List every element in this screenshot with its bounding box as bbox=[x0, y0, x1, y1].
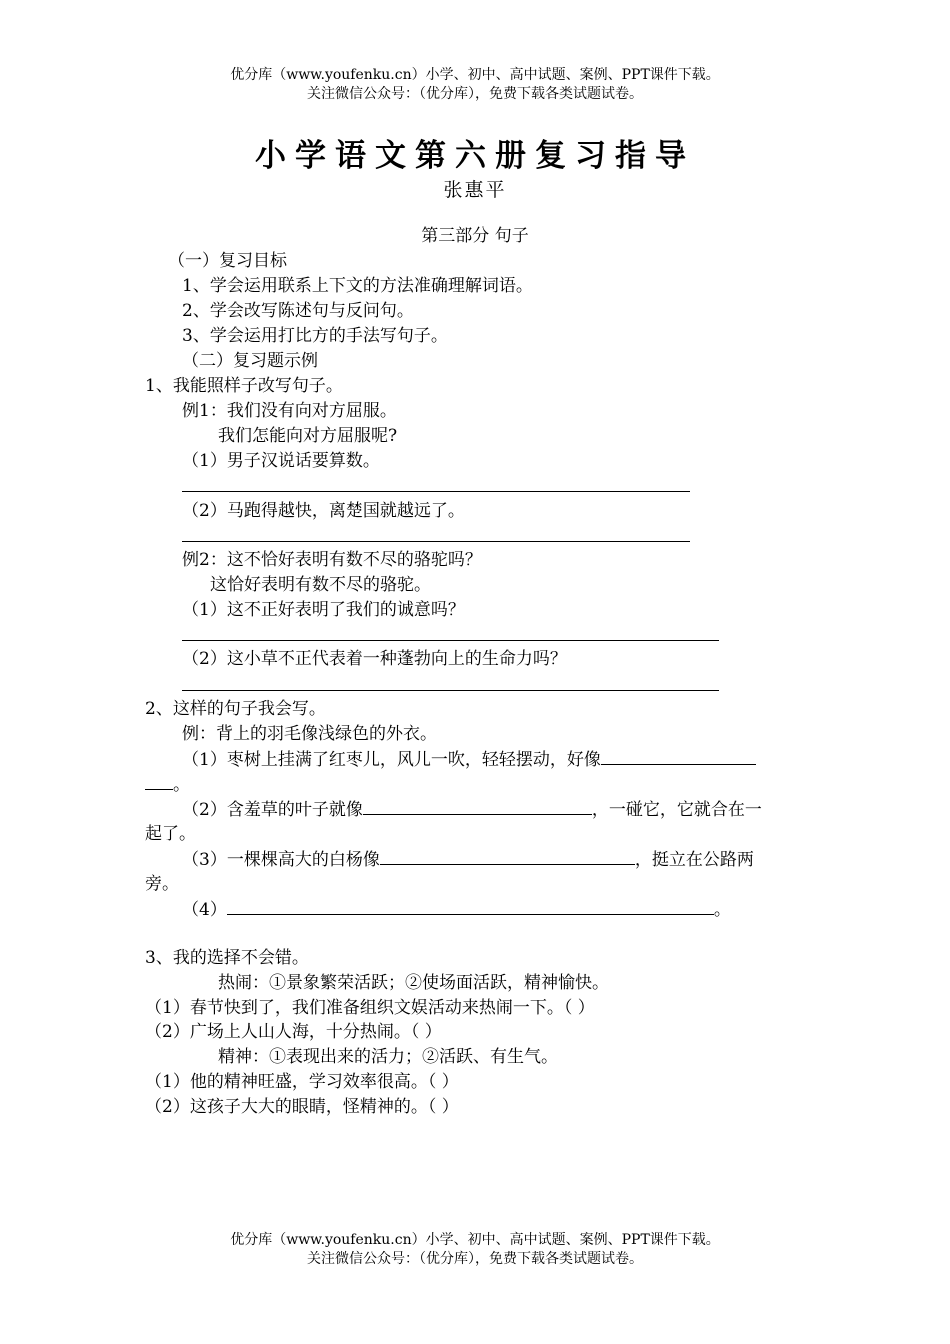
q2-item1-continuation bbox=[145, 773, 190, 796]
q1-example2-original: 例2：这不恰好表明有数不尽的骆驼吗？ bbox=[182, 550, 482, 570]
q3-def2-item1: （1）他的精神旺盛，学习效率很高。（ ） bbox=[145, 1072, 459, 1092]
q2-item3 bbox=[182, 848, 754, 871]
examples-heading: （二）复习题示例 bbox=[182, 351, 318, 371]
q2-item2 bbox=[182, 798, 762, 821]
q2-item1 bbox=[182, 748, 756, 771]
document-title: 小学语文第六册复习指导 bbox=[255, 138, 695, 174]
q1-ex1-item1: （1）男子汉说话要算数。 bbox=[182, 451, 380, 471]
q2-item3-continuation: 旁。 bbox=[145, 874, 179, 894]
q1-example1-original: 例1：我们没有向对方屈服。 bbox=[182, 401, 397, 421]
q2-item3-text: （3）一棵棵高大的白杨像 bbox=[182, 850, 380, 870]
q2-item2-text: （2）含羞草的叶子就像 bbox=[182, 800, 363, 820]
fill-blank[interactable] bbox=[601, 748, 756, 765]
q2-title: 2、这样的句子我会写。 bbox=[145, 699, 326, 719]
q2-item3-text-b: ，挺立在公路两 bbox=[634, 850, 754, 870]
q3-def1-item2: （2）广场上人山人海，十分热闹。（ ） bbox=[145, 1022, 442, 1042]
goal-item: 3、学会运用打比方的手法写句子。 bbox=[182, 326, 448, 346]
q1-title: 1、我能照样子改写句子。 bbox=[145, 376, 343, 396]
q1-ex1-item2: （2）马跑得越快，离楚国就越远了。 bbox=[182, 501, 465, 521]
q2-item4-text: （4） bbox=[182, 900, 227, 920]
q1-ex2-item2: （2）这小草不正代表着一种蓬勃向上的生命力吗？ bbox=[182, 649, 567, 669]
q2-item4 bbox=[182, 898, 731, 921]
q3-def1-item1: （1）春节快到了，我们准备组织文娱活动来热闹一下。（ ） bbox=[145, 998, 595, 1018]
fill-blank[interactable] bbox=[145, 773, 173, 790]
q3-definition-2: 精神：①表现出来的活力；②活跃、有生气。 bbox=[218, 1047, 558, 1067]
q2-item1-text: （1）枣树上挂满了红枣儿，风儿一吹，轻轻摆动，好像 bbox=[182, 750, 601, 770]
q2-item2-text-b: ，一碰它，它就合在一 bbox=[591, 800, 762, 820]
q1-example1-rewritten: 我们怎能向对方屈服呢? bbox=[218, 426, 398, 446]
footer-line-1: 优分库（www.youfenku.cn）小学、初中、高中试题、案例、PPT课件下载。 bbox=[230, 1232, 720, 1248]
q2-item1-end: 。 bbox=[173, 775, 190, 795]
author-name: 张惠平 bbox=[443, 179, 507, 201]
section-title: 第三部分 句子 bbox=[421, 226, 529, 246]
q2-item4-end: 。 bbox=[713, 900, 731, 920]
q2-item2-continuation: 起了。 bbox=[145, 824, 196, 844]
fill-blank[interactable] bbox=[380, 848, 635, 865]
header-line-2: 关注微信公众号：（优分库），免费下载各类试题试卷。 bbox=[307, 86, 643, 102]
q2-example: 例：背上的羽毛像浅绿色的外衣。 bbox=[182, 724, 437, 744]
header-line-1: 优分库（www.youfenku.cn）小学、初中、高中试题、案例、PPT课件下载。 bbox=[230, 67, 720, 83]
answer-line[interactable] bbox=[182, 541, 690, 542]
answer-line[interactable] bbox=[182, 491, 690, 492]
q1-ex2-item1: （1）这不正好表明了我们的诚意吗？ bbox=[182, 600, 465, 620]
q1-example2-rewritten: 这恰好表明有数不尽的骆驼。 bbox=[210, 575, 431, 595]
q3-def2-item2: （2）这孩子大大的眼睛，怪精神的。（ ） bbox=[145, 1097, 459, 1117]
fill-blank[interactable] bbox=[227, 898, 714, 915]
footer-line-2: 关注微信公众号：（优分库），免费下载各类试题试卷。 bbox=[307, 1251, 643, 1267]
answer-line[interactable] bbox=[182, 640, 719, 641]
goal-item: 1、学会运用联系上下文的方法准确理解词语。 bbox=[182, 276, 533, 296]
answer-line[interactable] bbox=[182, 690, 719, 691]
q3-definition-1: 热闹：①景象繁荣活跃；②使场面活跃，精神愉快。 bbox=[218, 973, 609, 993]
fill-blank[interactable] bbox=[363, 798, 592, 815]
q3-title: 3、我的选择不会错。 bbox=[145, 948, 309, 968]
goals-heading: （一）复习目标 bbox=[168, 251, 287, 271]
goal-item: 2、学会改写陈述句与反问句。 bbox=[182, 301, 414, 321]
